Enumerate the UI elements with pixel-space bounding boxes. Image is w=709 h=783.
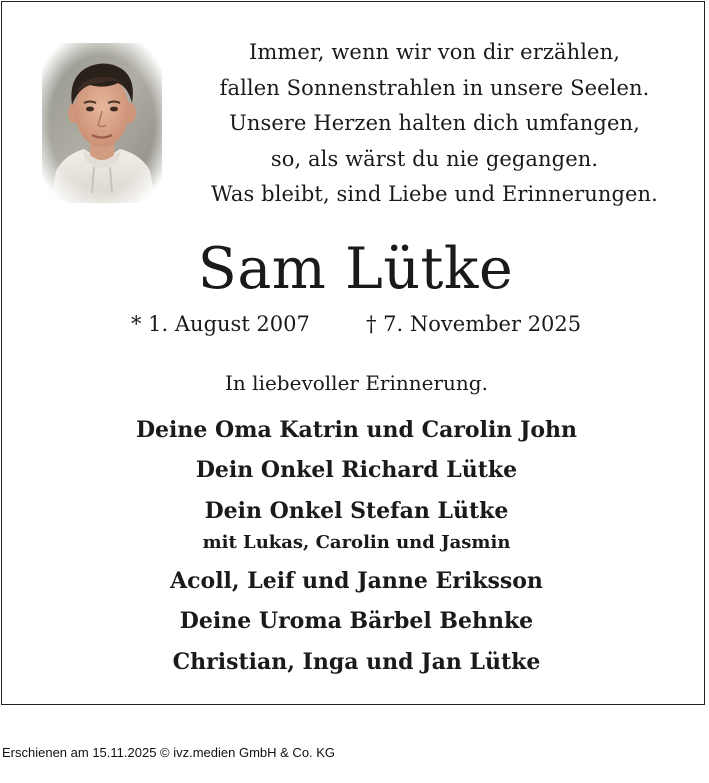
mourner-line: Dein Onkel Stefan Lütke — [204, 498, 509, 524]
poem-line: fallen Sonnenstrahlen in unsere Seelen. — [219, 75, 650, 100]
mourner-subline: mit Lukas, Carolin und Jasmin — [202, 532, 511, 553]
portrait-image — [42, 43, 162, 203]
mourner-line: Deine Uroma Bärbel Behnke — [179, 608, 534, 634]
poem-line: Was bleibt, sind Liebe und Erinnerungen. — [211, 182, 658, 206]
publication-footer: Erschienen am 15.11.2025 © ivz.medien GmbH & Co. KG — [2, 745, 336, 760]
obituary-notice — [1, 1, 705, 705]
birth-date: * 1. August 2007 — [131, 312, 310, 336]
mourner-line: Dein Onkel Richard Lütke — [195, 457, 518, 483]
deceased-name: Sam Lütke — [197, 236, 514, 302]
memorial-poem — [177, 35, 692, 213]
poem-line: so, als wärst du nie gegangen. — [270, 146, 599, 171]
mourner-line: Deine Oma Katrin und Carolin John — [135, 417, 578, 443]
mourner-line: Christian, Inga und Jan Lütke — [172, 649, 541, 675]
portrait-photo — [42, 43, 162, 203]
mourner-line: Acoll, Leif und Janne Eriksson — [170, 568, 543, 594]
remembrance-text: In liebevoller Erinnerung. — [225, 371, 488, 395]
poem-line: Immer, wenn wir von dir erzählen, — [249, 40, 620, 64]
poem-line: Unsere Herzen halten dich umfangen, — [229, 111, 640, 135]
death-date: † 7. November 2025 — [366, 312, 582, 336]
